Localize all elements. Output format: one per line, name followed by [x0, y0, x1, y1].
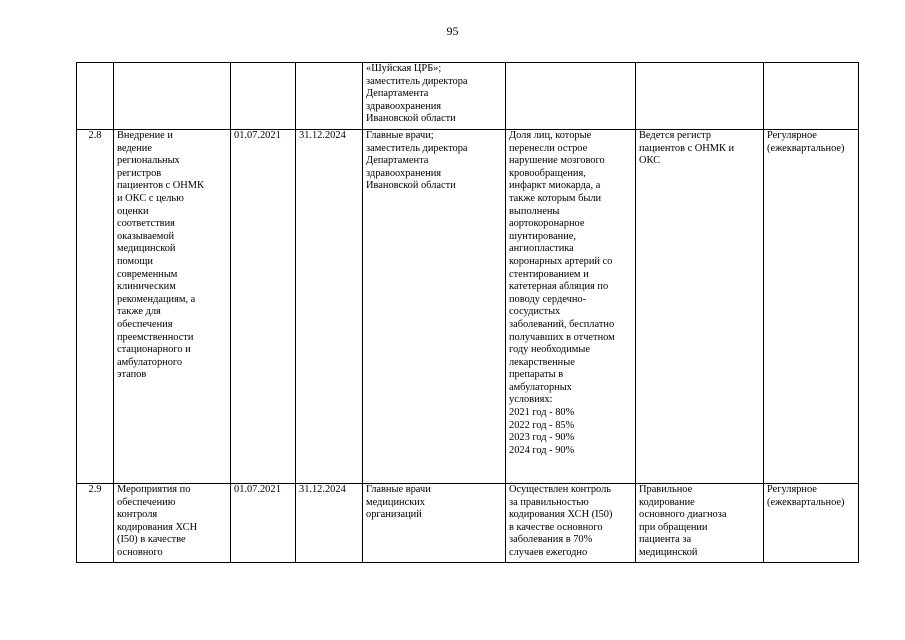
- indicator-line: ангиопластика: [509, 243, 574, 255]
- indicator-line: условиях:: [509, 394, 553, 406]
- start-date-cell: [231, 63, 296, 130]
- result-cell: [636, 63, 764, 130]
- table-row: [77, 130, 859, 484]
- event-line: Внедрение и: [117, 130, 173, 141]
- result-cell: [636, 484, 764, 563]
- indicator-line: 2022 год - 85%: [509, 419, 575, 431]
- indicator-line: кровообращения,: [509, 167, 586, 179]
- table-row: [77, 484, 859, 563]
- indicator-cell: [506, 484, 636, 563]
- result-line: пациентов с ОНМК и: [639, 142, 735, 154]
- event-line: также для: [117, 306, 161, 318]
- result-line: Правильное: [639, 484, 693, 495]
- executor-line: медицинских: [366, 496, 425, 508]
- result-line: Ведется регистр: [639, 130, 712, 141]
- event-cell: [114, 63, 231, 130]
- event-line: соответствия: [117, 218, 175, 230]
- indicator-line: сосудистых: [509, 306, 561, 318]
- result-line: основного диагноза: [639, 509, 727, 521]
- indicator-cell: [506, 63, 636, 130]
- result-line: пациента за: [639, 534, 692, 546]
- executor-line: Главные врачи;: [366, 130, 434, 141]
- indicator-line: шунтирование,: [509, 230, 576, 242]
- indicator-line: амбулаторных: [509, 381, 572, 393]
- event-line: рекомендациям, а: [117, 293, 196, 305]
- indicator-line: случаев ежегодно: [509, 546, 588, 558]
- indicator-line: заболеваний, бесплатно: [509, 318, 615, 330]
- indicator-line: поводу сердечно-: [509, 293, 587, 305]
- frequency-line: (ежеквартальное): [767, 496, 845, 508]
- frequency-line: Регулярное: [767, 130, 817, 141]
- executor-line: Ивановской области: [366, 113, 456, 125]
- indicator-line: за правильностью: [509, 496, 589, 508]
- event-line: современным: [117, 268, 178, 280]
- activity-plan-table: [76, 62, 859, 563]
- num-cell: 2.8: [77, 130, 114, 484]
- frequency-cell: [764, 484, 859, 563]
- end-date-cell: 31.12.2024: [296, 484, 363, 563]
- indicator-line: 2023 год - 90%: [509, 432, 575, 444]
- executor-cell: [363, 63, 506, 130]
- indicator-line: катетерная абляция по: [509, 281, 609, 293]
- event-line: кодирования ХСН: [117, 521, 198, 533]
- executor-line: Главные врачи: [366, 484, 431, 495]
- event-line: помощи: [117, 255, 153, 267]
- event-line: этапов: [117, 369, 147, 381]
- result-line: медицинской: [639, 546, 698, 558]
- event-line: (I50) в качестве: [117, 534, 186, 546]
- executor-line: здравоохранения: [366, 167, 442, 179]
- indicator-line: кодирования ХСН (I50): [509, 509, 613, 521]
- num-cell: [77, 63, 114, 130]
- indicator-line: нарушение мозгового: [509, 155, 605, 167]
- executor-line: Ивановской области: [366, 180, 456, 192]
- start-date-cell: 01.07.2021: [231, 130, 296, 484]
- end-date-cell: [296, 63, 363, 130]
- indicator-line: препараты в: [509, 369, 564, 381]
- indicator-line: Осуществлен контроль: [509, 484, 612, 495]
- indicator-line: Доля лиц, которые: [509, 130, 592, 141]
- indicator-line: получавших в отчетном: [509, 331, 615, 343]
- indicator-line: лекарственные: [509, 356, 575, 368]
- event-line: амбулаторного: [117, 356, 183, 368]
- event-line: ведение: [117, 142, 152, 154]
- end-date-cell: 31.12.2024: [296, 130, 363, 484]
- event-line: медицинской: [117, 243, 176, 255]
- result-cell: [636, 130, 764, 484]
- indicator-line: также которым были: [509, 192, 602, 204]
- indicator-line: коронарных артерий со: [509, 255, 613, 267]
- executor-line: заместитель директора: [366, 142, 468, 154]
- result-line: кодирование: [639, 496, 695, 508]
- indicator-line: году необходимые: [509, 344, 590, 356]
- indicator-line: перенесли острое: [509, 142, 588, 154]
- executor-line: заместитель директора: [366, 75, 468, 87]
- event-line: преемственности: [117, 331, 194, 343]
- event-line: основного: [117, 546, 163, 558]
- num-cell: 2.9: [77, 484, 114, 563]
- indicator-cell: [506, 130, 636, 484]
- executor-line: Департамента: [366, 88, 429, 100]
- result-line: ОКС: [639, 155, 661, 167]
- event-line: обеспечения: [117, 318, 173, 330]
- event-line: обеспечению: [117, 496, 176, 508]
- indicator-line: 2021 год - 80%: [509, 407, 575, 419]
- event-cell: [114, 130, 231, 484]
- indicator-line: аортокоронарное: [509, 218, 585, 230]
- executor-line: Департамента: [366, 155, 429, 167]
- event-line: контроля: [117, 509, 158, 521]
- executor-line: организаций: [366, 509, 422, 521]
- result-line: при обращении: [639, 521, 708, 533]
- executor-cell: [363, 484, 506, 563]
- event-line: Мероприятия по: [117, 484, 191, 495]
- event-line: клиническим: [117, 281, 176, 293]
- indicator-line: в качестве основного: [509, 521, 603, 533]
- indicator-line: 2024 год - 90%: [509, 444, 575, 456]
- event-line: стационарного и: [117, 344, 191, 356]
- frequency-cell: [764, 130, 859, 484]
- executor-line: «Шуйская ЦРБ»;: [366, 63, 442, 74]
- indicator-line: инфаркт миокарда, а: [509, 180, 601, 192]
- executor-cell: [363, 130, 506, 484]
- frequency-cell: [764, 63, 859, 130]
- indicator-line: заболевания в 70%: [509, 534, 593, 546]
- event-line: оценки: [117, 205, 149, 217]
- page-number: 95: [446, 24, 459, 38]
- event-line: оказываемой: [117, 230, 175, 242]
- event-line: региональных: [117, 155, 180, 167]
- executor-line: здравоохранения: [366, 100, 442, 112]
- frequency-line: Регулярное: [767, 484, 817, 495]
- event-line: регистров: [117, 167, 162, 179]
- indicator-line: выполнены: [509, 205, 560, 217]
- indicator-line: стентированием и: [509, 268, 589, 280]
- frequency-line: (ежеквартальное): [767, 142, 845, 154]
- table-row-continuation: [77, 63, 859, 130]
- event-line: пациентов с ОНМК: [117, 180, 204, 192]
- event-line: и ОКС с целью: [117, 192, 184, 204]
- start-date-cell: 01.07.2021: [231, 484, 296, 563]
- event-cell: [114, 484, 231, 563]
